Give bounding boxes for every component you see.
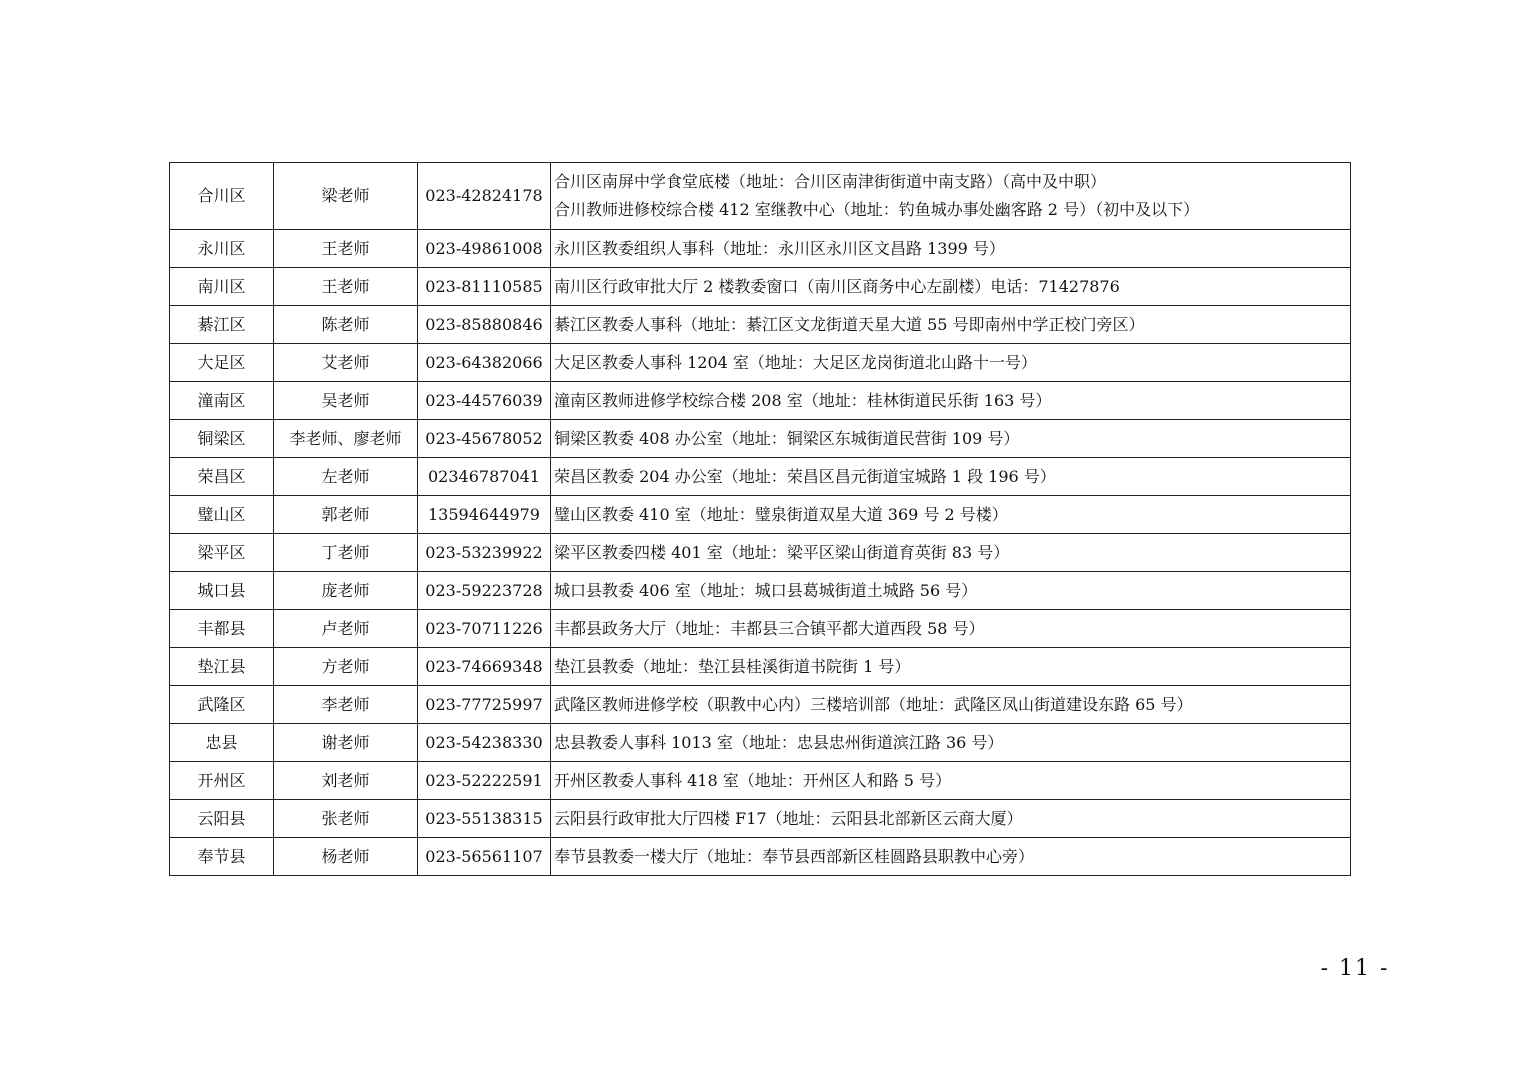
district-cell: 铜梁区: [170, 420, 274, 458]
district-cell: 丰都县: [170, 610, 274, 648]
phone-cell: 023-53239922: [418, 534, 551, 572]
table-row: [170, 762, 1351, 800]
phone-cell: 023-81110585: [418, 268, 551, 306]
address-line: 铜梁区教委 408 办公室（地址：铜梁区东城街道民营街 109 号）: [554, 428, 1020, 448]
address-line: 开州区教委人事科 418 室（地址：开州区人和路 5 号）: [554, 770, 952, 790]
phone-cell: 023-49861008: [418, 230, 551, 268]
table-body: [170, 163, 1351, 876]
page-number: - 11 -: [1320, 956, 1390, 981]
phone-cell: 023-44576039: [418, 382, 551, 420]
contact-cell: 刘老师: [274, 762, 418, 800]
address-cell: [551, 800, 1351, 838]
table-row: [170, 800, 1351, 838]
table-row: [170, 724, 1351, 762]
district-cell: 梁平区: [170, 534, 274, 572]
address-line: 梁平区教委四楼 401 室（地址：梁平区梁山街道育英街 83 号）: [554, 542, 1010, 562]
address-line: 武隆区教师进修学校（职教中心内）三楼培训部（地址：武隆区凤山街道建设东路 65 号）: [554, 694, 1193, 714]
table-row: [170, 344, 1351, 382]
phone-cell: 02346787041: [418, 458, 551, 496]
address-cell: [551, 230, 1351, 268]
phone-cell: 023-70711226: [418, 610, 551, 648]
contact-cell: 王老师: [274, 268, 418, 306]
table-row: [170, 420, 1351, 458]
address-cell: [551, 344, 1351, 382]
address-line: 合川教师进修校综合楼 412 室继教中心（地址：钓鱼城办事处幽客路 2 号）（初中及以下）: [554, 200, 1200, 219]
contact-cell: 吴老师: [274, 382, 418, 420]
contact-cell: 左老师: [274, 458, 418, 496]
phone-cell: 023-54238330: [418, 724, 551, 762]
address-line: 忠县教委人事科 1013 室（地址：忠县忠州街道滨江路 36 号）: [554, 732, 1004, 752]
phone-cell: 023-45678052: [418, 420, 551, 458]
contact-cell: 谢老师: [274, 724, 418, 762]
table-row: [170, 496, 1351, 534]
phone-cell: 023-64382066: [418, 344, 551, 382]
address-cell: [551, 762, 1351, 800]
address-line: 綦江区教委人事科（地址：綦江区文龙街道天星大道 55 号即南州中学正校门旁区）: [554, 314, 1145, 334]
address-cell: [551, 610, 1351, 648]
address-cell: [551, 382, 1351, 420]
address-line: 合川区南屏中学食堂底楼（地址：合川区南津街街道中南支路）（高中及中职）: [554, 172, 1107, 191]
address-line: 璧山区教委 410 室（地址：璧泉街道双星大道 369 号 2 号楼）: [554, 504, 1008, 524]
district-cell: 合川区: [170, 163, 274, 230]
address-cell: [551, 572, 1351, 610]
district-cell: 南川区: [170, 268, 274, 306]
address-line: 南川区行政审批大厅 2 楼教委窗口（南川区商务中心左副楼）电话：71427876: [554, 276, 1120, 296]
phone-cell: 023-85880846: [418, 306, 551, 344]
phone-cell: 023-56561107: [418, 838, 551, 876]
table-row: [170, 838, 1351, 876]
district-cell: 垫江县: [170, 648, 274, 686]
address-cell: [551, 838, 1351, 876]
table-row: [170, 268, 1351, 306]
district-cell: 大足区: [170, 344, 274, 382]
address-line: 云阳县行政审批大厅四楼 F17（地址：云阳县北部新区云商大厦）: [554, 808, 1023, 828]
district-cell: 武隆区: [170, 686, 274, 724]
phone-cell: 023-59223728: [418, 572, 551, 610]
address-cell: [551, 458, 1351, 496]
table-row: [170, 534, 1351, 572]
address-line: 大足区教委人事科 1204 室（地址：大足区龙岗街道北山路十一号）: [554, 352, 1037, 372]
contact-cell: 郭老师: [274, 496, 418, 534]
contact-cell: 丁老师: [274, 534, 418, 572]
contact-cell: 李老师: [274, 686, 418, 724]
district-cell: 忠县: [170, 724, 274, 762]
phone-cell: 023-77725997: [418, 686, 551, 724]
address-line: 永川区教委组织人事科（地址：永川区永川区文昌路 1399 号）: [554, 238, 1005, 258]
phone-cell: 023-55138315: [418, 800, 551, 838]
address-line: 垫江县教委（地址：垫江县桂溪街道书院街 1 号）: [554, 656, 911, 676]
contact-cell: 梁老师: [274, 163, 418, 230]
address-cell: [551, 724, 1351, 762]
address-cell: [551, 163, 1351, 230]
address-cell: [551, 268, 1351, 306]
phone-cell: 023-52222591: [418, 762, 551, 800]
table-row: [170, 686, 1351, 724]
district-cell: 璧山区: [170, 496, 274, 534]
table-row: [170, 572, 1351, 610]
phone-cell: 13594644979: [418, 496, 551, 534]
district-cell: 潼南区: [170, 382, 274, 420]
table-row: [170, 458, 1351, 496]
table-row: [170, 163, 1351, 230]
address-cell: [551, 686, 1351, 724]
district-cell: 永川区: [170, 230, 274, 268]
contact-cell: 陈老师: [274, 306, 418, 344]
address-line: 奉节县教委一楼大厅（地址：奉节县西部新区桂圆路县职教中心旁）: [554, 846, 1035, 866]
phone-cell: 023-42824178: [418, 163, 551, 230]
contact-table: [169, 162, 1351, 876]
district-cell: 开州区: [170, 762, 274, 800]
table-row: [170, 382, 1351, 420]
address-line: 潼南区教师进修学校综合楼 208 室（地址：桂林街道民乐街 163 号）: [554, 390, 1052, 410]
address-line: 荣昌区教委 204 办公室（地址：荣昌区昌元街道宝城路 1 段 196 号）: [554, 466, 1056, 486]
contact-cell: 李老师、廖老师: [274, 420, 418, 458]
district-cell: 綦江区: [170, 306, 274, 344]
table-row: [170, 610, 1351, 648]
contact-cell: 杨老师: [274, 838, 418, 876]
district-cell: 奉节县: [170, 838, 274, 876]
address-cell: [551, 306, 1351, 344]
table-row: [170, 306, 1351, 344]
contact-cell: 艾老师: [274, 344, 418, 382]
district-cell: 城口县: [170, 572, 274, 610]
address-cell: [551, 534, 1351, 572]
contact-cell: 王老师: [274, 230, 418, 268]
district-cell: 荣昌区: [170, 458, 274, 496]
address-cell: [551, 648, 1351, 686]
address-line: 丰都县政务大厅（地址：丰都县三合镇平都大道西段 58 号）: [554, 618, 985, 638]
address-cell: [551, 420, 1351, 458]
contact-cell: 卢老师: [274, 610, 418, 648]
district-cell: 云阳县: [170, 800, 274, 838]
table-row: [170, 230, 1351, 268]
contact-cell: 方老师: [274, 648, 418, 686]
address-cell: [551, 496, 1351, 534]
address-line: 城口县教委 406 室（地址：城口县葛城街道土城路 56 号）: [554, 580, 978, 600]
contact-cell: 张老师: [274, 800, 418, 838]
contact-cell: 庞老师: [274, 572, 418, 610]
phone-cell: 023-74669348: [418, 648, 551, 686]
table-row: [170, 648, 1351, 686]
